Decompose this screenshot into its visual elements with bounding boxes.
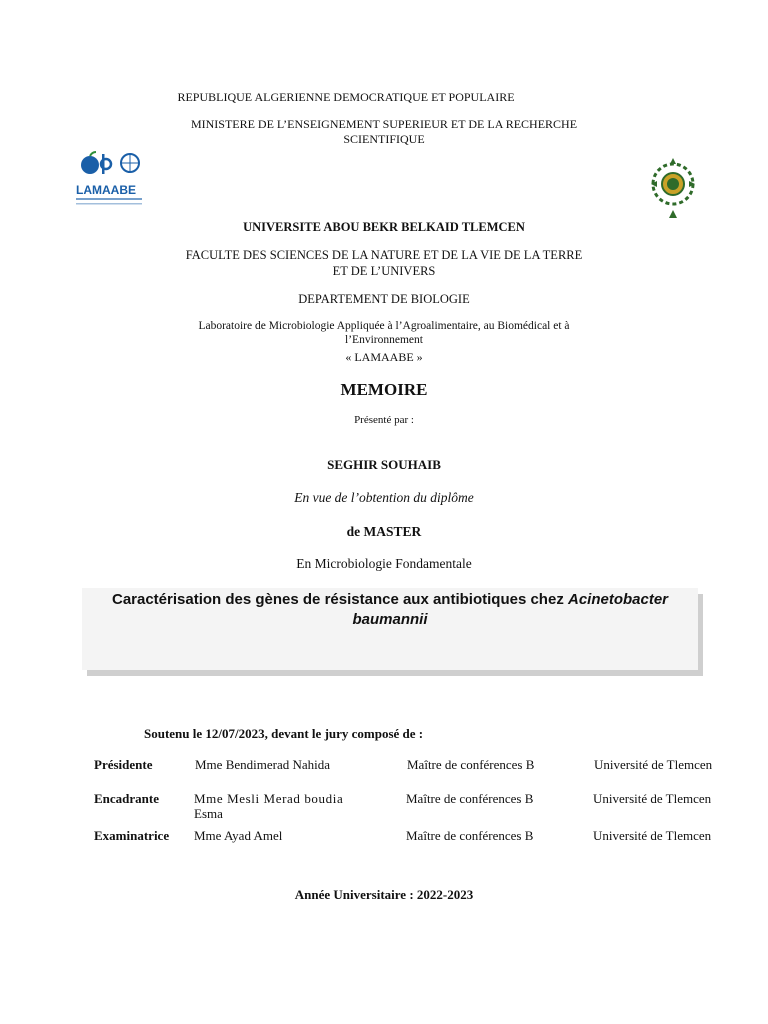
author-name: SEGHIR SOUHAIB	[327, 457, 441, 472]
defense-intro: Soutenu le 12/07/2023, devant le jury composé de :	[144, 726, 424, 741]
jury-rank: Maître de conférences B	[406, 828, 534, 843]
lab-line1: Laboratoire de Microbiologie Appliquée à l’Agroalimentaire, au Biomédical et à	[198, 320, 570, 332]
jury-name: Mme Ayad Amel	[194, 828, 283, 843]
republic-heading: REPUBLIQUE ALGERIENNE DEMOCRATIQUE ET POPULAIRE	[177, 90, 515, 104]
lab-line2: l’Environnement	[345, 334, 423, 346]
thesis-title-line2	[82, 609, 698, 630]
thesis-title-line1	[82, 589, 698, 610]
jury-role: Examinatrice	[94, 828, 170, 843]
jury-rank: Maître de conférences B	[407, 757, 535, 772]
faculty-line2: ET DE L’UNIVERS	[332, 264, 436, 278]
memoire-heading: MEMOIRE	[340, 380, 428, 399]
lab-acronym: « LAMAABE »	[345, 350, 423, 364]
thesis-title-prefix: Caractérisation des gènes de résistance aux antibiotiques chez	[111, 591, 568, 608]
presented-by: Présenté par :	[354, 414, 414, 426]
ministry-heading-line1: MINISTERE DE L’ENSEIGNEMENT SUPERIEUR ET DE LA RECHERCHE	[190, 117, 578, 131]
jury-name-continued: Esma	[194, 806, 223, 821]
thesis-title-species: baumannii	[352, 611, 428, 628]
lamaabe-logo-text: LAMAABE	[76, 183, 136, 197]
jury-role: Encadrante	[94, 791, 159, 806]
jury-institution: Université de Tlemcen	[594, 757, 713, 772]
jury-name: Mme Mesli Merad boudia	[194, 791, 344, 806]
jury-institution: Université de Tlemcen	[593, 791, 712, 806]
thesis-title-box	[82, 588, 698, 670]
ministry-heading-line2: SCIENTIFIQUE	[343, 132, 425, 146]
university-emblem	[648, 156, 698, 224]
jury-name: Mme Bendimerad Nahida	[195, 757, 331, 772]
academic-year: Année Universitaire : 2022-2023	[294, 887, 474, 902]
degree-name: de MASTER	[346, 524, 422, 539]
thesis-title-genus: Acinetobacter	[567, 591, 669, 608]
university-name: UNIVERSITE ABOU BEKR BELKAID TLEMCEN	[243, 220, 525, 234]
jury-institution: Université de Tlemcen	[593, 828, 712, 843]
lamaabe-logo	[72, 150, 146, 212]
jury-role: Présidente	[94, 757, 153, 772]
jury-rank: Maître de conférences B	[406, 791, 534, 806]
faculty-line1: FACULTE DES SCIENCES DE LA NATURE ET DE LA VIE DE LA TERRE	[185, 248, 583, 262]
specialty-name: En Microbiologie Fondamentale	[296, 556, 472, 571]
department-name: DEPARTEMENT DE BIOLOGIE	[298, 292, 470, 306]
diploma-purpose: En vue de l’obtention du diplôme	[294, 490, 474, 505]
